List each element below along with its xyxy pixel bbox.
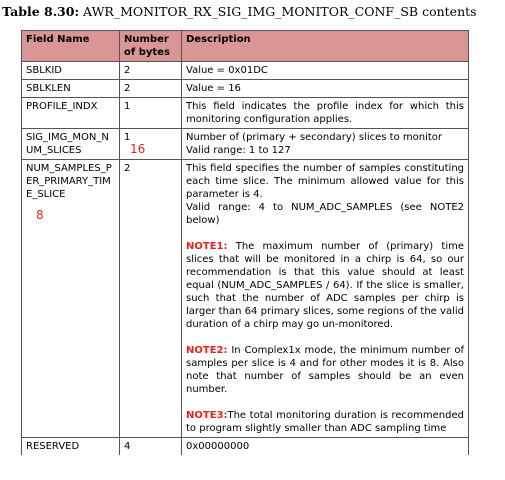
note3-paragraph <box>186 409 464 435</box>
header-row <box>22 31 469 62</box>
table-row <box>22 80 469 98</box>
note2-label: NOTE2: <box>186 345 228 356</box>
handwritten-annotation: 16 <box>130 142 146 156</box>
field-name-cell <box>22 160 120 438</box>
header-number-of-bytes: Number of bytes <box>120 31 182 62</box>
bytes-cell: 2 <box>120 80 182 98</box>
note3-text: The total monitoring duration is recommended to program slightly smaller than ADC sampling time <box>186 410 464 434</box>
table-row <box>22 98 469 129</box>
table-row <box>22 129 469 160</box>
bytes-cell: 2 <box>120 160 182 438</box>
note2-paragraph <box>186 344 464 396</box>
table-caption <box>2 4 503 20</box>
caption-label: Table 8.30: <box>2 4 80 19</box>
field-name-cell: PROFILE_INDX <box>22 98 120 129</box>
contents-table <box>21 30 469 455</box>
note1-paragraph <box>186 240 464 331</box>
description-cell: 0x00000000 <box>182 438 469 456</box>
caption-title: AWR_MONITOR_RX_SIG_IMG_MONITOR_CONF_SB contents <box>83 4 477 19</box>
field-name-cell: SBLKID <box>22 62 120 80</box>
note2-text: In Complex1x mode, the minimum number of samples per slice is 4 and for other modes it is 8. Also note that number of samples should be an even number. <box>186 345 464 395</box>
bytes-cell: 4 <box>120 438 182 456</box>
table-row <box>22 160 469 438</box>
bytes-cell: 2 <box>120 62 182 80</box>
note1-text: The maximum number of (primary) time slices that will be monitored in a chirp is 64, so our recommendation is that this value should at least equal (NUM_ADC_SAMPLES / 64). If the slice is smaller, such that the number of ADC samples per chirp is larger than 64 primary slices, some regions of the valid duration of a chirp may go un-monitored. <box>186 241 464 330</box>
description-cell <box>182 160 469 438</box>
description-paragraph: This field specifies the number of samples constituting each time slice. The minimum allowed value for this parameter is 4. <box>186 163 464 200</box>
header-description: Description <box>182 31 469 62</box>
header-field-name: Field Name <box>22 31 120 62</box>
bytes-cell <box>120 129 182 160</box>
bytes-value: 1 <box>124 132 131 143</box>
bytes-cell: 1 <box>120 98 182 129</box>
description-cell: This field indicates the profile index for which this monitoring configuration applies. <box>182 98 469 129</box>
field-name-cell: SBLKLEN <box>22 80 120 98</box>
table-row <box>22 438 469 456</box>
handwritten-annotation: 8 <box>36 208 44 222</box>
table-row <box>22 62 469 80</box>
field-name-cell: SIG_IMG_MON_NUM_SLICES <box>22 129 120 160</box>
description-cell: Value = 0x01DC <box>182 62 469 80</box>
note1-label: NOTE1: <box>186 241 228 252</box>
field-name-cell: RESERVED <box>22 438 120 456</box>
field-name-value: NUM_SAMPLES_PER_PRIMARY_TIME_SLICE <box>26 163 112 200</box>
description-cell: Value = 16 <box>182 80 469 98</box>
description-cell <box>182 129 469 160</box>
note3-label: NOTE3: <box>186 410 228 421</box>
description-paragraph: Valid range: 4 to NUM_ADC_SAMPLES (see NOTE2 below) <box>186 202 464 226</box>
description-line: Number of (primary + secondary) slices to monitor <box>186 132 442 143</box>
description-line: Valid range: 1 to 127 <box>186 145 291 156</box>
